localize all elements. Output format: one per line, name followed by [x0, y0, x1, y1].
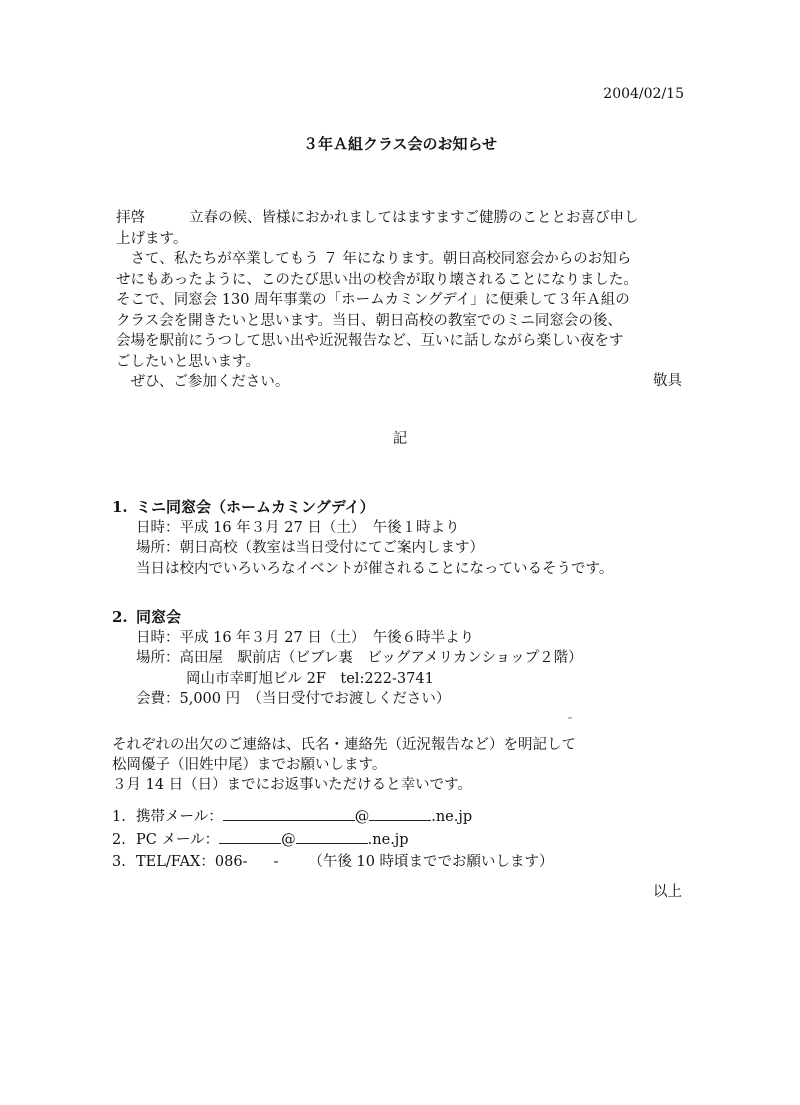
tel-note: （午後 10 時頃まででお願いします） — [308, 854, 554, 870]
keigu: 敬具 — [653, 373, 682, 389]
section-place: 場所：高田屋 駅前店（ビブレ裏 ビッグアメリカンショップ２階） — [136, 650, 583, 666]
section-mini-reunion — [112, 497, 712, 579]
contact-number: 2. — [112, 831, 126, 848]
contact-number: 3. — [112, 854, 126, 870]
section-note: 当日は校内でいろいろなイベントが催されることになっているそうです。 — [136, 560, 614, 577]
section-address: 岡山市幸町旭ビル 2F tel:222-3741 — [186, 670, 434, 687]
closing-paragraph — [112, 735, 712, 795]
section-reunion — [112, 607, 712, 710]
greeting-para2-line-6: ごしたいと思います。 — [116, 353, 260, 370]
contact-list — [112, 806, 712, 874]
greeting-para2-line-2: せにもあったように、このたび思い出の校舎が取り壊されることになりました。 — [116, 271, 638, 288]
section-number: 2. — [112, 608, 128, 626]
contact-tel-fax — [112, 851, 712, 874]
greeting-para2-line-3: そこで、同窓会 130 周年事業の「ホームカミングデイ」に便乗して３年Ａ組の — [116, 292, 630, 308]
greeting-para3: ぜひ、ご参加ください。 — [130, 374, 290, 390]
greeting-para2-line-4: クラス会を開きたいと思います。当日、朝日高校の教室でのミニ同窓会の後、 — [116, 312, 622, 329]
document-title: ３年Ａ組クラス会のお知らせ — [302, 135, 498, 153]
greeting-line-1 — [116, 208, 686, 229]
section-heading — [112, 497, 712, 518]
greeting-para2-line-1: さて、私たちが卒業してもう ７ 年になります。朝日高校同窓会からのお知ら — [130, 251, 632, 267]
domain-suffix: .ne.jp — [367, 831, 409, 848]
section-heading-text: 同窓会 — [136, 608, 182, 626]
greeting-para2-line-5: 会場を駅前にうつして思い出や近況報告など、互いに話しながら楽しい夜をす — [116, 333, 624, 349]
contact-label: PC メール： — [136, 831, 220, 848]
document-date: 2004/02/15 — [603, 86, 684, 102]
at-sign: @ — [354, 809, 370, 825]
ki-marker: 記 — [392, 431, 408, 447]
pc-mail-user-blank[interactable] — [219, 829, 281, 844]
section-number: 1. — [112, 498, 128, 516]
mobile-mail-domain-blank[interactable] — [369, 806, 431, 821]
greeting-line-1a: 立春の候、皆様におかれましてはますますご健勝のこととお喜び申し — [189, 210, 639, 226]
closing-line-3: ３月 14 日（日）までにお返事いただけると幸いです。 — [112, 777, 473, 793]
section-fee: 会費：5,000 円 （当日受付でお渡しください） — [136, 691, 451, 707]
pc-mail-domain-blank[interactable] — [296, 829, 368, 844]
contact-label: 携帯メール： — [136, 809, 223, 825]
closing-line-1: それぞれの出欠のご連絡は、氏名・連絡先（近況報告など）を明記して — [112, 737, 576, 753]
contact-mobile-mail — [112, 806, 712, 829]
section-datetime: 日時：平成 16 年３月 27 日（土） 午後１時より — [136, 519, 460, 536]
domain-suffix: .ne.jp — [431, 809, 473, 825]
haikei-word: 拝啓 — [116, 210, 145, 226]
section-heading — [112, 607, 712, 628]
scan-speck — [568, 717, 572, 719]
contact-number: 1. — [112, 809, 126, 825]
section-heading-text: ミニ同窓会（ホームカミングデイ） — [136, 498, 375, 516]
contact-label: TEL/FAX：086- — [136, 854, 248, 870]
contact-pc-mail — [112, 829, 712, 852]
closing-line-2: 松岡優子（旧姓中尾）までお願いします。 — [112, 757, 387, 773]
at-sign: @ — [281, 831, 296, 848]
mobile-mail-user-blank[interactable] — [223, 806, 355, 821]
section-datetime: 日時：平成 16 年３月 27 日（土） 午後６時半より — [136, 629, 475, 646]
greeting-line-1b: 上げます。 — [116, 230, 188, 247]
tel-dash: - — [273, 854, 279, 870]
greeting-body — [116, 208, 686, 393]
section-address-row — [112, 669, 712, 690]
ijou: 以上 — [653, 884, 682, 900]
section-place: 場所：朝日高校（教室は当日受付にてご案内します） — [136, 540, 484, 556]
